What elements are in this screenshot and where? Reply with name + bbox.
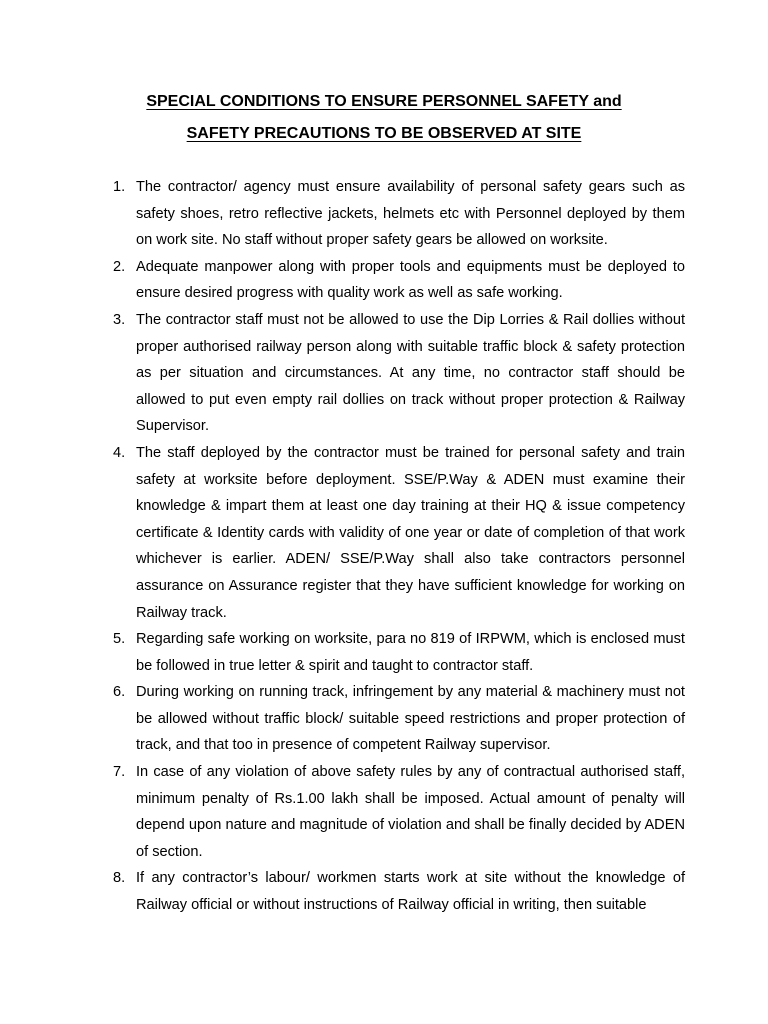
list-item-text: Adequate manpower along with proper tools and equipments must be deployed to ensure desired progress with quality work as well as safe working. (136, 258, 685, 302)
list-item-7 (0, 759, 685, 865)
list-item-number: 5. (113, 631, 126, 648)
document-title-line-2: SAFETY PRECAUTIONS TO BE OBSERVED AT SITE (186, 125, 582, 142)
list-item-text: The contractor staff must not be allowed to use the Dip Lorries & Rail dollies without proper authorised railway person along with suitable traffic block & safety protection as per situation and circumstances. At any time, no contractor staff should be allowed to put even empty rail dollies on track without proper protection & Railway Supervisor. (136, 311, 685, 435)
list-item-number: 4. (113, 444, 126, 461)
list-item-5 (0, 626, 685, 679)
document-title-line-1: SPECIAL CONDITIONS TO ENSURE PERSONNEL SAFETY and (146, 93, 622, 110)
list-item-1 (0, 174, 685, 254)
list-item-8 (0, 865, 685, 918)
list-item-text: In case of any violation of above safety rules by any of contractual authorised staff, minimum penalty of Rs.1.00 lakh shall be imposed. Actual amount of penalty will depend upon nature and magnitude of violation and shall be finally decided by ADEN of section. (136, 764, 685, 860)
list-item-number: 2. (113, 258, 126, 275)
list-item-text: The staff deployed by the contractor must be trained for personal safety and train safety at worksite before deployment. SSE/P.Way & ADEN must examine their knowledge & impart them at least one day training at their HQ & issue competency certificate & Identity cards with validity of one year or date of completion of that work whichever is earlier. ADEN/ SSE/P.Way shall also take contractors personnel assurance on Assurance register that they have sufficient knowledge for working on Railway track. (136, 444, 685, 621)
list-item-number: 7. (113, 764, 126, 781)
list-item-number: 6. (113, 684, 126, 701)
list-item-text: The contractor/ agency must ensure availability of personal safety gears such as safety shoes, retro reflective jackets, helmets etc with Personnel deployed by them on work site. No staff without proper safety gears be allowed on worksite. (136, 179, 685, 249)
list-item-number: 3. (113, 311, 126, 328)
list-item-2 (0, 254, 685, 307)
list-item-text: Regarding safe working on worksite, para no 819 of IRPWM, which is enclosed must be followed in true letter & spirit and taught to contractor staff. (136, 631, 685, 674)
list-item-number: 8. (113, 870, 126, 887)
list-item-4 (0, 440, 685, 626)
list-item-number: 1. (113, 179, 126, 195)
list-item-6 (0, 679, 685, 759)
list-item-text: If any contractor’s labour/ workmen starts work at site without the knowledge of Railway official or without instructions of Railway official in writing, then suitable (136, 870, 685, 914)
list-item-text: During working on running track, infringement by any material & machinery must not be allowed without traffic block/ suitable speed restrictions and proper protection of track, and that too in presence of competent Railway supervisor. (136, 684, 685, 754)
safety-conditions-list (0, 174, 768, 919)
list-item-3 (0, 307, 685, 440)
